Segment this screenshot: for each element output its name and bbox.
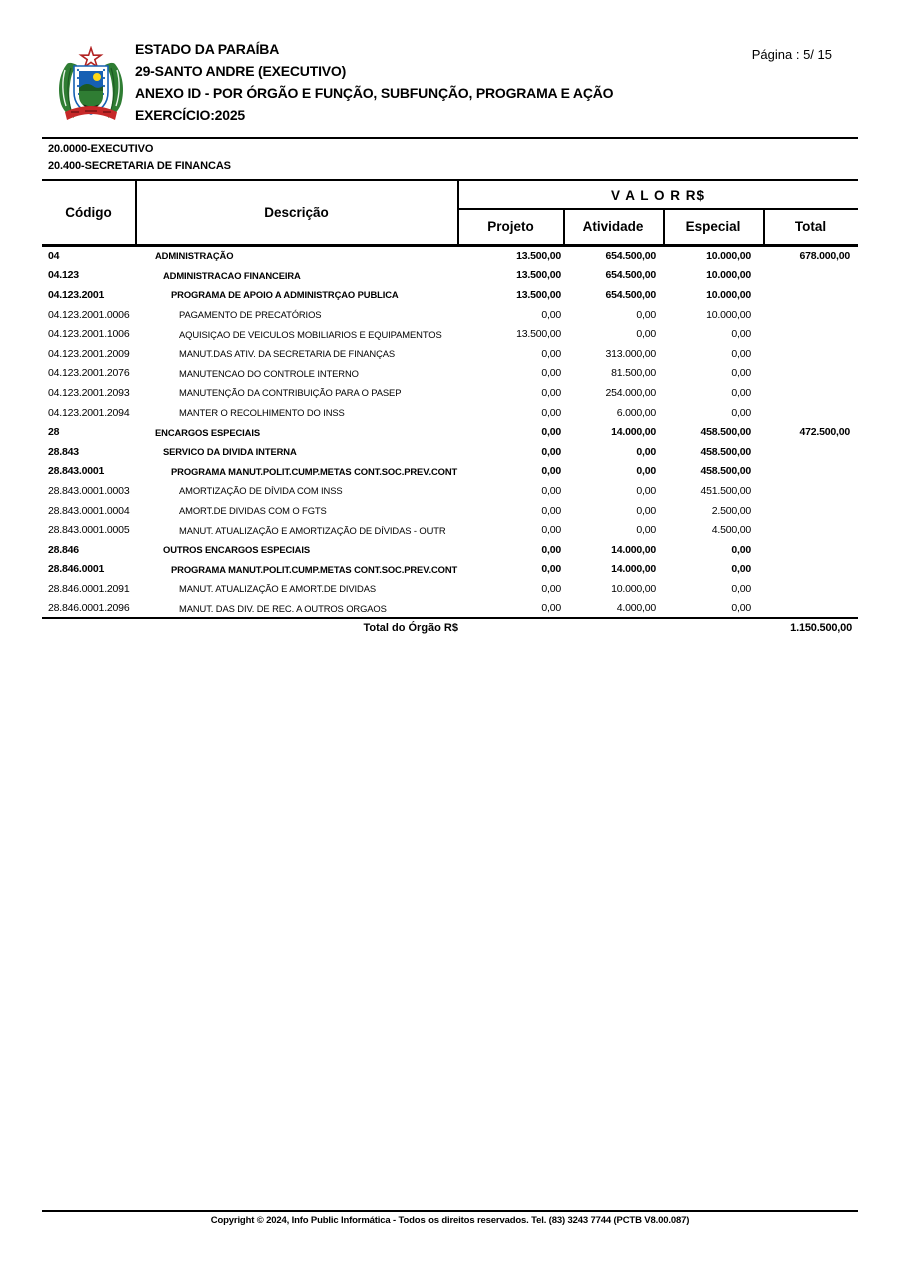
- cell-especial: 0,00: [731, 563, 751, 576]
- table-row: [42, 383, 858, 403]
- cell-projeto: 0,00: [541, 367, 561, 380]
- cell-atividade: 14.000,00: [611, 426, 656, 439]
- cell-especial: 2.500,00: [711, 504, 751, 517]
- cell-projeto: 0,00: [541, 465, 561, 478]
- cell-especial: 0,00: [731, 328, 751, 341]
- row-code: 28.846.0001.2091: [48, 582, 130, 595]
- organ-total-row: [42, 619, 858, 637]
- row-desc: MANUTENÇÃO DA CONTRIBUIÇÃO PARA O PASEP: [179, 387, 402, 399]
- table-row: [42, 481, 858, 501]
- report-header-titles: [135, 38, 695, 126]
- table-row: [42, 501, 858, 521]
- cell-atividade: 654.500,00: [605, 269, 656, 282]
- row-code: 28.843: [48, 445, 79, 458]
- row-desc: MANUT. ATUALIZAÇÃO E AMORTIZAÇÃO DE DÍVIDAS - OUTR: [179, 524, 446, 536]
- table-row: [42, 560, 858, 580]
- paraiba-coat-of-arms-icon: [53, 46, 129, 128]
- cell-atividade: 0,00: [636, 328, 656, 341]
- row-desc: AMORT.DE DIVIDAS COM O FGTS: [179, 505, 327, 517]
- cell-projeto: 13.500,00: [516, 288, 561, 301]
- cell-projeto: 0,00: [541, 347, 561, 360]
- cell-atividade: 254.000,00: [605, 386, 656, 399]
- header-exercise-line: EXERCÍCIO:2025: [135, 107, 246, 123]
- row-code: 04.123.2001.1006: [48, 328, 130, 341]
- row-desc: MANUT. ATUALIZAÇÃO E AMORT.DE DIVIDAS: [179, 583, 377, 595]
- cell-atividade: 313.000,00: [605, 347, 656, 360]
- cell-projeto: 0,00: [541, 484, 561, 497]
- cell-projeto: 0,00: [541, 504, 561, 517]
- cell-projeto: 0,00: [541, 582, 561, 595]
- column-header-atividade: Atividade: [582, 219, 644, 234]
- row-desc: AMORTIZAÇÃO DE DÍVIDA COM INSS: [179, 485, 343, 497]
- cell-atividade: 10.000,00: [611, 582, 656, 595]
- cell-especial: 458.500,00: [700, 426, 751, 439]
- header-annex-line: ANEXO ID - POR ÓRGÃO E FUNÇÃO, SUBFUNÇÃO, PROGRAMA E AÇÃO: [135, 85, 614, 101]
- table-row: [42, 422, 858, 442]
- header-divider-rule: [42, 137, 858, 139]
- row-code: 28: [48, 426, 60, 439]
- row-desc: PROGRAMA DE APOIO A ADMINISTRÇAO PUBLICA: [171, 289, 399, 301]
- table-row: [42, 442, 858, 462]
- header-entity-line: 29-SANTO ANDRE (EXECUTIVO): [135, 63, 347, 79]
- cell-especial: 10.000,00: [706, 308, 751, 321]
- cell-atividade: 654.500,00: [605, 288, 656, 301]
- row-code: 04.123.2001.2093: [48, 386, 130, 399]
- cell-projeto: 0,00: [541, 426, 561, 439]
- cell-atividade: 14.000,00: [611, 543, 656, 556]
- row-code: 28.843.0001.0004: [48, 504, 130, 517]
- row-desc: SERVICO DA DIVIDA INTERNA: [163, 446, 297, 458]
- cell-especial: 10.000,00: [706, 249, 751, 262]
- org-unit-block: [48, 141, 231, 175]
- table-row: [42, 305, 858, 325]
- row-code: 28.846.0001: [48, 563, 105, 576]
- org-unit-secretaria: 20.400-SECRETARIA DE FINANCAS: [48, 160, 231, 172]
- row-desc: MANUTENCAO DO CONTROLE INTERNO: [179, 367, 359, 379]
- cell-atividade: 0,00: [636, 524, 656, 537]
- table-row: [42, 285, 858, 305]
- cell-especial: 0,00: [731, 582, 751, 595]
- table-body: [42, 246, 858, 618]
- row-desc: MANUT.DAS ATIV. DA SECRETARIA DE FINANÇAS: [179, 348, 396, 360]
- table-row: [42, 403, 858, 423]
- cell-atividade: 14.000,00: [611, 563, 656, 576]
- row-code: 04.123.2001.2076: [48, 367, 130, 380]
- cell-especial: 0,00: [731, 602, 751, 615]
- cell-projeto: 0,00: [541, 445, 561, 458]
- row-desc: PROGRAMA MANUT.POLIT.CUMP.METAS CONT.SOC.PREV.CONT: [171, 563, 458, 575]
- cell-projeto: 0,00: [541, 406, 561, 419]
- cell-especial: 10.000,00: [706, 269, 751, 282]
- cell-atividade: 0,00: [636, 465, 656, 478]
- footer-rule: [42, 1210, 858, 1212]
- row-code: 28.846.0001.2096: [48, 602, 130, 615]
- table-row: [42, 266, 858, 286]
- table-row: [42, 462, 858, 482]
- row-desc: PAGAMENTO DE PRECATÓRIOS: [179, 309, 322, 321]
- cell-especial: 0,00: [731, 406, 751, 419]
- cell-projeto: 13.500,00: [516, 328, 561, 341]
- cell-especial: 10.000,00: [706, 288, 751, 301]
- page-number-label: Página : 5/ 15: [751, 47, 832, 62]
- cell-atividade: 81.500,00: [611, 367, 656, 380]
- cell-especial: 458.500,00: [700, 465, 751, 478]
- column-header-especial: Especial: [685, 219, 741, 234]
- cell-especial: 0,00: [731, 386, 751, 399]
- cell-projeto: 0,00: [541, 543, 561, 556]
- table-row: [42, 246, 858, 266]
- cell-projeto: 0,00: [541, 308, 561, 321]
- cell-projeto: 0,00: [541, 563, 561, 576]
- row-code: 04.123.2001.2009: [48, 347, 130, 360]
- cell-total: 472.500,00: [799, 426, 850, 439]
- cell-projeto: 0,00: [541, 386, 561, 399]
- cell-atividade: 0,00: [636, 504, 656, 517]
- table-row: [42, 540, 858, 560]
- row-desc: AQUISIÇAO DE VEICULOS MOBILIARIOS E EQUIPAMENTOS: [179, 328, 442, 340]
- table-row: [42, 579, 858, 599]
- cell-especial: 0,00: [731, 543, 751, 556]
- row-code: 04: [48, 249, 60, 262]
- column-header-valor-rs: V A L O R R$: [610, 187, 705, 203]
- row-code: 28.843.0001.0003: [48, 484, 130, 497]
- row-desc: PROGRAMA MANUT.POLIT.CUMP.METAS CONT.SOC.PREV.CONT: [171, 465, 458, 477]
- cell-projeto: 13.500,00: [516, 249, 561, 262]
- cell-projeto: 0,00: [541, 602, 561, 615]
- cell-atividade: 0,00: [636, 308, 656, 321]
- table-row: [42, 364, 858, 384]
- column-header-total: Total: [794, 219, 827, 234]
- row-desc: MANTER O RECOLHIMENTO DO INSS: [179, 407, 345, 419]
- row-code: 04.123.2001: [48, 288, 105, 301]
- cell-atividade: 0,00: [636, 445, 656, 458]
- table-row: [42, 344, 858, 364]
- cell-projeto: 0,00: [541, 524, 561, 537]
- cell-especial: 4.500,00: [711, 524, 751, 537]
- table-row: [42, 599, 858, 619]
- row-code: 04.123.2001.0006: [48, 308, 130, 321]
- column-header-codigo: Código: [65, 205, 112, 220]
- cell-especial: 451.500,00: [700, 484, 751, 497]
- row-code: 04.123.2001.2094: [48, 406, 130, 419]
- row-desc: MANUT. DAS DIV. DE REC. A OUTROS ORGAOS: [179, 602, 387, 614]
- table-row: [42, 520, 858, 540]
- cell-atividade: 6.000,00: [616, 406, 656, 419]
- cell-especial: 458.500,00: [700, 445, 751, 458]
- cell-projeto: 13.500,00: [516, 269, 561, 282]
- table-row: [42, 324, 858, 344]
- cell-especial: 0,00: [731, 367, 751, 380]
- organ-total-value: 1.150.500,00: [790, 622, 852, 634]
- cell-especial: 0,00: [731, 347, 751, 360]
- row-desc: ADMINISTRAÇÃO: [155, 250, 234, 262]
- row-code: 04.123: [48, 269, 79, 282]
- row-code: 28.846: [48, 543, 79, 556]
- org-unit-executivo: 20.0000-EXECUTIVO: [48, 143, 154, 155]
- copyright-text: Copyright © 2024, Info Public Informática - Todos os direitos reservados. Tel. (83) 3243 7744 (PCTB V8.00.087): [210, 1215, 690, 1226]
- column-header-projeto: Projeto: [487, 219, 534, 234]
- cell-atividade: 654.500,00: [605, 249, 656, 262]
- organ-total-label: Total do Órgão R$: [363, 622, 458, 634]
- cell-atividade: 4.000,00: [616, 602, 656, 615]
- header-state-line: ESTADO DA PARAÍBA: [135, 41, 280, 57]
- row-desc: ADMINISTRACAO FINANCEIRA: [163, 269, 301, 281]
- row-code: 28.843.0001: [48, 465, 105, 478]
- cell-total: 678.000,00: [799, 249, 850, 262]
- column-header-descricao: Descrição: [264, 205, 329, 220]
- row-code: 28.843.0001.0005: [48, 524, 130, 537]
- row-desc: ENCARGOS ESPECIAIS: [155, 426, 260, 438]
- row-desc: OUTROS ENCARGOS ESPECIAIS: [163, 544, 311, 556]
- cell-atividade: 0,00: [636, 484, 656, 497]
